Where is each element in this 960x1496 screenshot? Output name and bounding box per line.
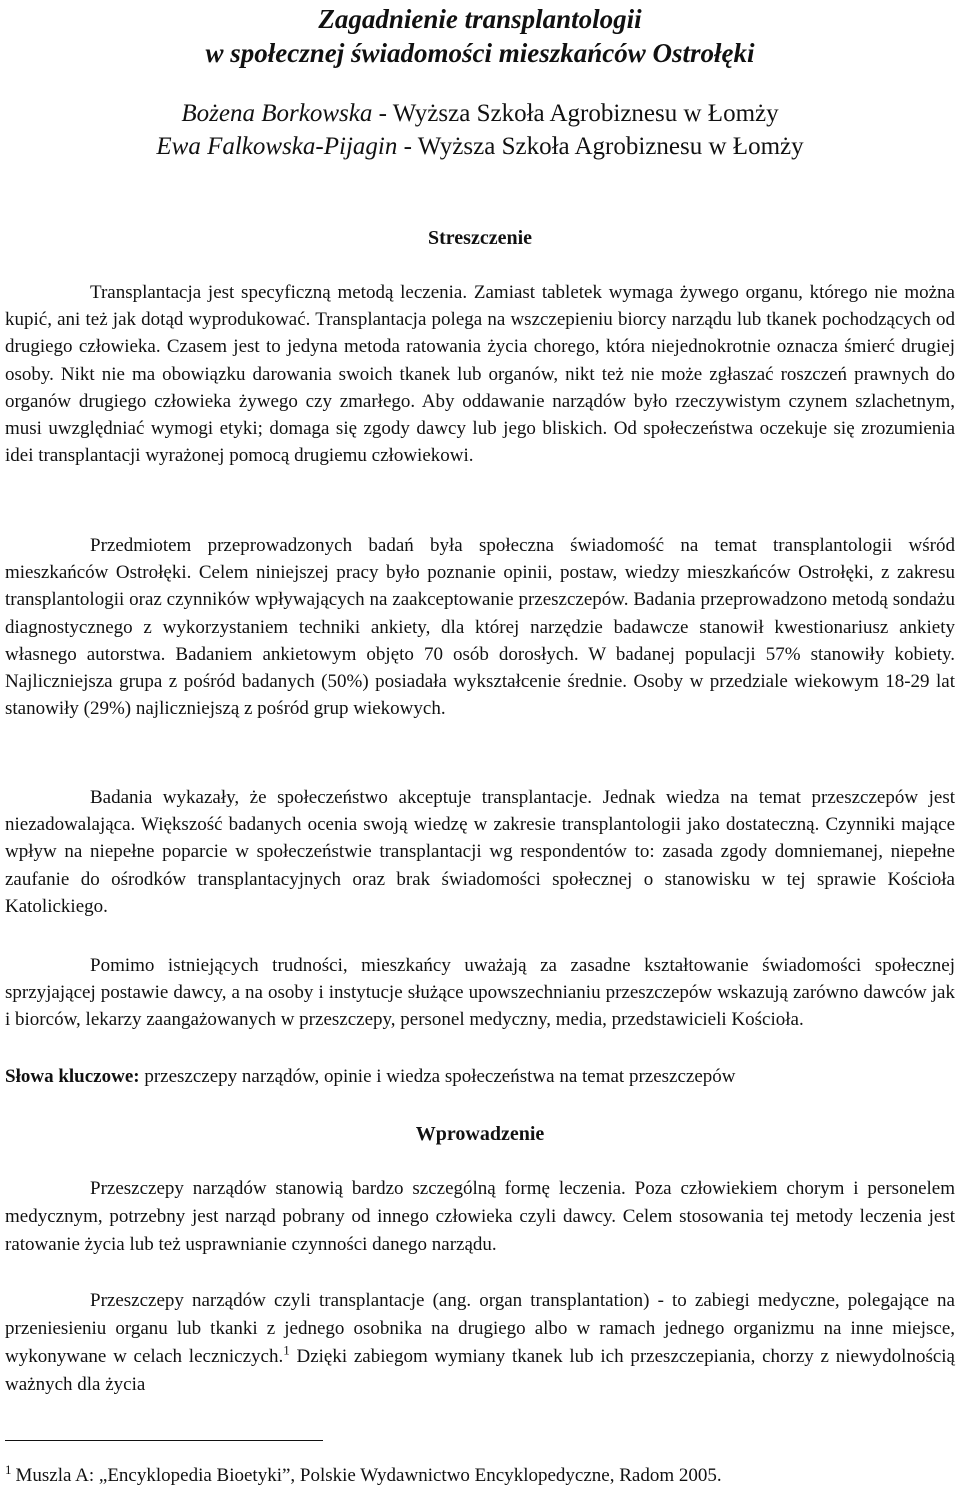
author-2-affiliation: - Wyższa Szkoła Agrobiznesu w Łomży — [397, 133, 804, 160]
footnote-separator — [5, 1440, 323, 1441]
footnote-number: 1 — [5, 1461, 12, 1477]
introduction-paragraph-2-continuation: Dzięki zabiegom wymiany tkanek lub ich przeszczepiania, chorzy z niewydolnością ważnych dla życia — [5, 1346, 955, 1395]
keywords-text: przeszczepy narządów, opinie i wiedza społeczeństwa na temat przeszczepów — [139, 1066, 736, 1087]
keywords-label: Słowa kluczowe: — [5, 1066, 140, 1087]
footnote — [5, 1463, 955, 1489]
abstract-heading: Streszczenie — [427, 227, 533, 249]
author-1-affiliation: - Wyższa Szkoła Agrobiznesu w Łomży — [372, 100, 779, 127]
author-2 — [0, 131, 960, 163]
abstract-paragraph-1: Transplantacja jest specyficzną metodą leczenia. Zamiast tabletek wymaga żywego organu, którego nie można kupić, ani też jak dotąd wyprodukować. Transplantacja polega na wszczepieniu biorcy narządu lub tkanek pochodzących od drugiego człowieka. Czasem jest to jedyna metoda ratowania życia chorego, która niejednokrotnie oznacza śmierć drugiej osoby. Nikt nie ma obowiązku darowania swoich tkanek lub organów, nikt też nie może zgłaszać roszczeń prawnych do organów drugiego człowieka żywego czy zmarłego. Aby oddawanie narządów było rzeczywistym czynem szlachetnym, musi uwzględniać wymogi etyki; domaga się zgody dawcy lub jego bliskich. Od społeczeństwa oczekuje się zrozumienia idei transplantacji wyrażonej pomocą drugiemu człowiekowi. — [5, 282, 955, 467]
footnote-text: Muszla A: „Encyklopedia Bioetyki”, Polskie Wydawnictwo Encyklopedyczne, Radom 2005. — [15, 1465, 722, 1486]
abstract-paragraph-3: Badania wykazały, że społeczeństwo akceptuje transplantacje. Jednak wiedza na temat przeszczepów jest niezadowalająca. Większość badanych ocenia swoją wiedzę w zakresie transplantologii jako dostateczną. Czynniki mające wpływ na niepełne poparcie w społeczeństwie transplantacji wg respondentów to: zasada zgody domniemanej, niepełne zaufanie do ośrodków transplantacyjnych oraz brak świadomości społecznej o stanowisku w tej sprawie Kościoła Katolickiego. — [5, 787, 955, 917]
abstract-paragraph-4: Pomimo istniejących trudności, mieszkańcy uważają za zasadne kształtowanie świadomości społecznej sprzyjającej postawie dawcy, a na osoby i instytucje służące upowszechnianiu przeszczepów wskazują zarówno dawców jak i biorców, lekarzy zaangażowanych w przeszczepy, personel medyczny, media, przedstawicieli Kościoła. — [5, 955, 955, 1031]
footnote-reference[interactable]: 1 — [283, 1342, 290, 1358]
introduction-heading: Wprowadzenie — [415, 1123, 545, 1145]
author-1 — [0, 98, 960, 130]
keywords — [5, 1063, 955, 1090]
title-line-1: Zagadnienie transplantologii — [318, 4, 642, 34]
introduction-paragraph-2-text: Przeszczepy narządów czyli transplantacje (ang. organ transplantation) - to zabiegi medyczne, polegające na przeniesieniu organu lub tkanki z jednego osobnika na drugiego albo w ramach jednego organizmu na inne miejsce, wykonywane w celach leczniczych. — [5, 1290, 955, 1367]
author-2-name: Ewa Falkowska-Pijagin — [156, 133, 398, 160]
abstract-paragraph-2: Przedmiotem przeprowadzonych badań była społeczna świadomość na temat transplantologii wśród mieszkańców Ostrołęki. Celem niniejszej pracy było poznanie opinii, postaw, wiedzy mieszkańców Ostrołęki, z zakresu transplantologii oraz czynników wpływających na zaakceptowanie przeszczepów. Badania przeprowadzono metodą sondażu diagnostycznego z wykorzystaniem techniki ankiety, dla której narzędzie badawcze stanowił kwestionariusz ankiety własnego autorstwa. Badaniem ankietowym objęto 70 osób dorosłych. W badanej populacji 57% stanowiły kobiety. Najliczniejsza grupa z pośród badanych (50%) posiadała wykształcenie średnie. Osoby w przedziale wiekowym 18-29 lat stanowiły (29%) najliczniejszą z pośród grup wiekowych. — [5, 535, 955, 720]
author-1-name: Bożena Borkowska — [181, 100, 373, 127]
title-line-2: w społecznej świadomości mieszkańców Ostrołęki — [205, 38, 755, 68]
introduction-paragraph-1: Przeszczepy narządów stanowią bardzo szczególną formę leczenia. Poza człowiekiem chorym i personelem medycznym, potrzebny jest narząd pobrany od innego człowieka czyli dawcy. Celem stosowania tej metody leczenia jest ratowanie życia lub też usprawnianie czynności danego narządu. — [5, 1178, 955, 1255]
introduction-paragraph-2 — [5, 1287, 955, 1399]
